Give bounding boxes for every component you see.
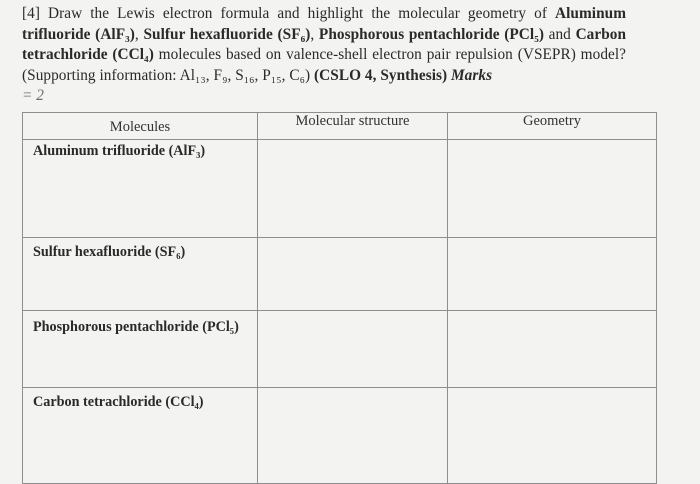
question-molecule-1: Aluminum trifluoride (AlF₃) <box>22 5 626 43</box>
molecule-name: Phosphorous pentachloride (PCl₅) <box>33 319 239 335</box>
structure-answer-cell[interactable] <box>258 388 448 484</box>
molecule-name: Aluminum trifluoride (AlF₃) <box>33 143 206 159</box>
header-molecular-structure: Molecular structure <box>258 113 448 140</box>
question-separator: , <box>134 25 144 43</box>
question-molecule-3: Phosphorous pentachloride (PCl₅) <box>318 25 544 43</box>
structure-answer-cell[interactable] <box>258 140 448 238</box>
question-clo: (CSLO 4, Synthesis) <box>314 66 448 84</box>
answer-table <box>22 112 657 484</box>
table-row <box>23 140 657 238</box>
molecule-cell <box>23 140 258 238</box>
table-row <box>23 311 657 388</box>
geometry-answer-cell[interactable] <box>448 388 657 484</box>
structure-answer-cell[interactable] <box>258 238 448 311</box>
structure-answer-cell[interactable] <box>258 311 448 388</box>
molecule-name: Sulfur hexafluoride (SF₆) <box>33 244 186 260</box>
table-row <box>23 388 657 484</box>
question-separator: and <box>543 25 576 43</box>
table-header-row <box>23 113 657 140</box>
question-text <box>22 4 626 107</box>
molecule-cell <box>23 238 258 311</box>
molecule-name: Carbon tetrachloride (CCl₄) <box>33 394 204 410</box>
geometry-answer-cell[interactable] <box>448 238 657 311</box>
molecule-cell <box>23 388 258 484</box>
question-molecule-4: Carbon tetrachloride (CCl₄) <box>22 25 627 63</box>
question-separator: , <box>310 25 319 43</box>
question-middle: molecules based on valence-shell electron pair repulsion (VSEPR) model? (Supporting information: Al₁₃, F₉, S₁₆, P₁₅, C₆) <box>22 46 626 84</box>
question-marks-label: Marks <box>451 66 493 84</box>
geometry-answer-cell[interactable] <box>448 311 657 388</box>
question-marks-value: = 2 <box>22 87 44 104</box>
header-molecules: Molecules <box>23 113 258 140</box>
geometry-answer-cell[interactable] <box>448 140 657 238</box>
question-intro: [4] Draw the Lewis electron formula and highlight the molecular geometry of <box>22 5 556 22</box>
table-row <box>23 238 657 311</box>
question-molecule-2: Sulfur hexafluoride (SF₆) <box>143 25 311 43</box>
molecule-cell <box>23 311 258 388</box>
header-geometry: Geometry <box>448 113 657 140</box>
